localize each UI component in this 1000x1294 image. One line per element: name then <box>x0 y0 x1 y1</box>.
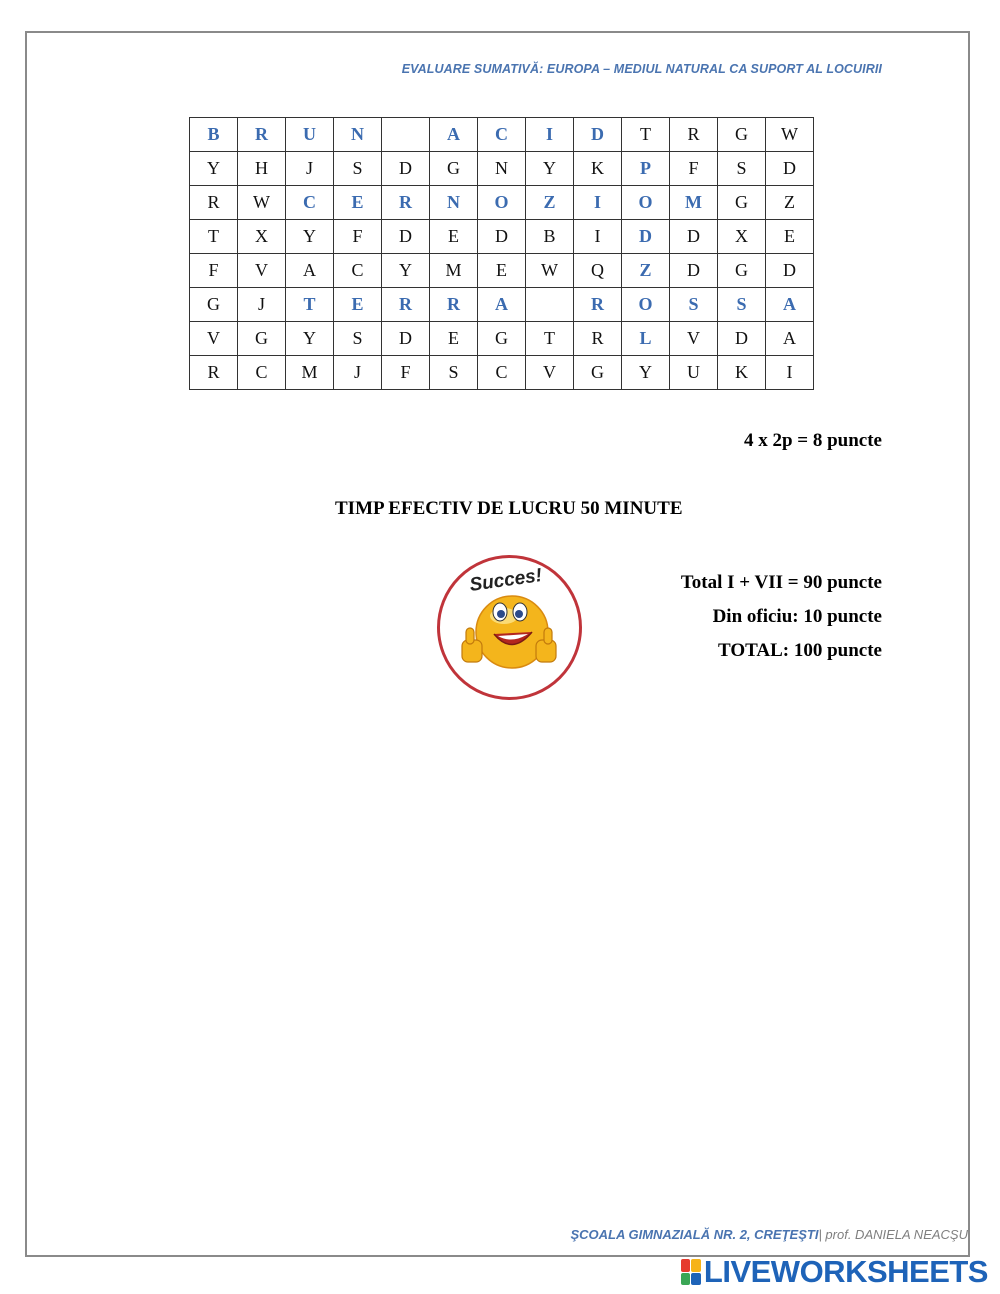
grid-cell: B <box>526 220 574 254</box>
grid-cell: G <box>574 356 622 390</box>
grid-cell: E <box>430 322 478 356</box>
grid-cell: U <box>670 356 718 390</box>
grid-cell: Y <box>286 220 334 254</box>
grid-cell: Z <box>766 186 814 220</box>
grid-cell: G <box>430 152 478 186</box>
grid-cell: V <box>670 322 718 356</box>
brand-text: LIVEWORKSHEETS <box>703 1254 988 1289</box>
grid-cell: E <box>766 220 814 254</box>
grid-cell: I <box>574 186 622 220</box>
grid-cell: R <box>190 186 238 220</box>
word-search-grid <box>189 117 814 390</box>
grid-cell: D <box>670 254 718 288</box>
grid-cell: A <box>766 288 814 322</box>
grid-cell: Y <box>382 254 430 288</box>
grid-cell: P <box>622 152 670 186</box>
grid-cell: W <box>238 186 286 220</box>
grid-cell: F <box>670 152 718 186</box>
grid-cell: M <box>286 356 334 390</box>
din-oficiu: Din oficiu: 10 puncte <box>712 606 882 627</box>
grid-cell: G <box>238 322 286 356</box>
footer-school: ŞCOALA GIMNAZIALĂ NR. 2, CREŢEŞTI <box>570 1227 819 1242</box>
grid-cell: R <box>382 288 430 322</box>
grid-cell: T <box>526 322 574 356</box>
grid-cell: R <box>574 288 622 322</box>
grid-cell: D <box>382 322 430 356</box>
grid-cell: E <box>334 186 382 220</box>
grid-cell: J <box>238 288 286 322</box>
grid-cell: D <box>718 322 766 356</box>
grid-cell: L <box>622 322 670 356</box>
grid-row <box>190 152 814 186</box>
grid-row <box>190 220 814 254</box>
grid-cell: E <box>430 220 478 254</box>
grid-cell: G <box>718 186 766 220</box>
grid-cell: V <box>238 254 286 288</box>
grid-cell: U <box>286 118 334 152</box>
grid-row <box>190 118 814 152</box>
grid-cell: B <box>190 118 238 152</box>
grid-cell: V <box>190 322 238 356</box>
grid-cell: G <box>718 254 766 288</box>
grid-cell: G <box>718 118 766 152</box>
grid-cell: D <box>574 118 622 152</box>
grid-cell: K <box>718 356 766 390</box>
grid-cell: S <box>430 356 478 390</box>
liveworksheets-logo-icon <box>681 1259 701 1285</box>
grid-cell: C <box>286 186 334 220</box>
grid-cell: Y <box>190 152 238 186</box>
grid-cell: R <box>382 186 430 220</box>
grid-cell: V <box>526 356 574 390</box>
grid-cell: T <box>622 118 670 152</box>
grid-cell: D <box>766 152 814 186</box>
grid-row <box>190 356 814 390</box>
points-score: 4 x 2p = 8 puncte <box>743 430 882 451</box>
grid-cell: N <box>334 118 382 152</box>
grid-cell: C <box>238 356 286 390</box>
total-final: TOTAL: 100 puncte <box>718 640 882 661</box>
grid-cell: D <box>670 220 718 254</box>
grid-cell: M <box>430 254 478 288</box>
grid-cell: Y <box>526 152 574 186</box>
grid-cell: I <box>766 356 814 390</box>
footer-author: | prof. DANIELA NEACŞU <box>818 1227 968 1242</box>
grid-cell: S <box>718 288 766 322</box>
grid-cell: O <box>478 186 526 220</box>
grid-cell: M <box>670 186 718 220</box>
grid-cell: C <box>478 118 526 152</box>
grid-cell: D <box>622 220 670 254</box>
grid-cell: C <box>334 254 382 288</box>
page-footer <box>570 1227 968 1242</box>
grid-cell <box>382 118 430 152</box>
grid-cell: R <box>190 356 238 390</box>
grid-cell: X <box>718 220 766 254</box>
grid-cell: J <box>334 356 382 390</box>
success-smiley-badge <box>436 554 583 701</box>
grid-cell: Y <box>622 356 670 390</box>
grid-cell: S <box>670 288 718 322</box>
grid-cell: T <box>190 220 238 254</box>
grid-cell: E <box>334 288 382 322</box>
grid-cell: G <box>478 322 526 356</box>
grid-cell: D <box>478 220 526 254</box>
grid-cell: F <box>382 356 430 390</box>
grid-cell: G <box>190 288 238 322</box>
grid-cell: A <box>766 322 814 356</box>
grid-cell: J <box>286 152 334 186</box>
grid-cell: K <box>574 152 622 186</box>
grid-row <box>190 288 814 322</box>
grid-cell: R <box>574 322 622 356</box>
grid-cell: Z <box>526 186 574 220</box>
grid-cell: A <box>286 254 334 288</box>
grid-cell: D <box>382 152 430 186</box>
grid-cell: E <box>478 254 526 288</box>
grid-cell: F <box>334 220 382 254</box>
grid-cell: N <box>430 186 478 220</box>
working-time: TIMP EFECTIV DE LUCRU 50 MINUTE <box>335 498 683 519</box>
grid-cell: I <box>526 118 574 152</box>
grid-cell: H <box>238 152 286 186</box>
grid-row <box>190 186 814 220</box>
badge-text: Succes! <box>468 565 544 596</box>
grid-cell: A <box>430 118 478 152</box>
grid-cell: O <box>622 186 670 220</box>
grid-cell: Y <box>286 322 334 356</box>
grid-row <box>190 322 814 356</box>
grid-cell: O <box>622 288 670 322</box>
grid-cell <box>526 288 574 322</box>
grid-row <box>190 254 814 288</box>
grid-cell: F <box>190 254 238 288</box>
grid-cell: Z <box>622 254 670 288</box>
grid-cell: D <box>382 220 430 254</box>
grid-cell: R <box>430 288 478 322</box>
grid-cell: W <box>766 118 814 152</box>
grid-cell: A <box>478 288 526 322</box>
grid-cell: N <box>478 152 526 186</box>
grid-cell: I <box>574 220 622 254</box>
grid-cell: D <box>766 254 814 288</box>
grid-cell: R <box>670 118 718 152</box>
grid-cell: R <box>238 118 286 152</box>
grid-cell: S <box>334 152 382 186</box>
liveworksheets-brand[interactable] <box>681 1254 988 1290</box>
total-i-vii: Total I + VII = 90 puncte <box>680 572 882 593</box>
page-header: EVALUARE SUMATIVĂ: EUROPA – MEDIUL NATURAL CA SUPORT AL LOCUIRII <box>401 62 882 76</box>
grid-cell: C <box>478 356 526 390</box>
grid-cell: Q <box>574 254 622 288</box>
grid-cell: X <box>238 220 286 254</box>
grid-cell: S <box>718 152 766 186</box>
grid-cell: T <box>286 288 334 322</box>
grid-cell: S <box>334 322 382 356</box>
totals-block <box>681 566 882 668</box>
grid-cell: W <box>526 254 574 288</box>
